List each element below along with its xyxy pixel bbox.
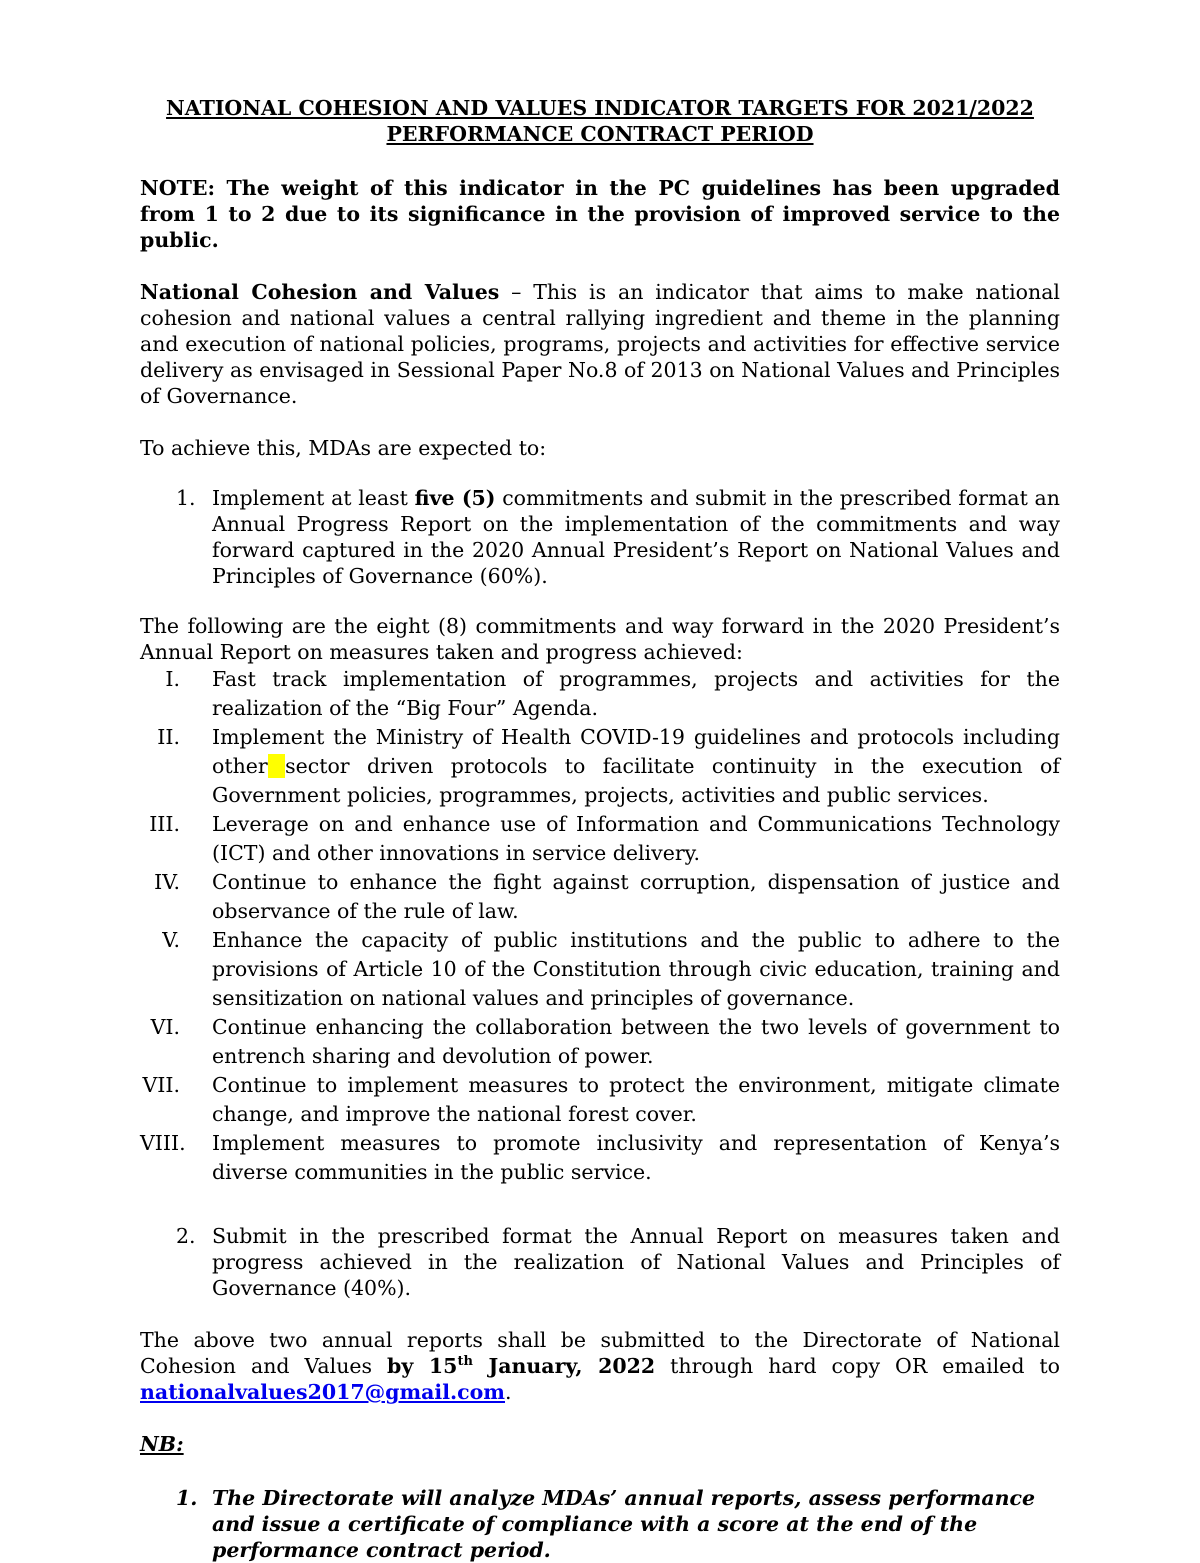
commitment-number: IV.: [154, 870, 180, 894]
requirement-item-2: [140, 1223, 1060, 1301]
commitment-text: Leverage on and enhance use of Information and Communications Technology (ICT) and other innovations in service delivery.: [212, 812, 1060, 865]
item-text: Submit in the prescribed format the Annual Report on measures taken and progress achieved in the realization of National Values and Principles of Governance (40%).: [212, 1224, 1060, 1300]
closing-text-mid: through hard copy OR emailed to: [655, 1354, 1061, 1378]
commitment-item: [140, 723, 1060, 810]
commitment-text: Continue to implement measures to protect the environment, mitigate climate change, and improve the national forest cover.: [212, 1073, 1060, 1126]
nb-item: [140, 1485, 1060, 1563]
commitment-number: II.: [157, 725, 180, 749]
item-number: 2.: [176, 1224, 196, 1248]
commitment-number: I.: [165, 667, 180, 691]
commitments-intro: The following are the eight (8) commitments and way forward in the 2020 President’s Annual Report on measures taken and progress achieved:: [140, 614, 1060, 664]
nb-label: NB:: [140, 1432, 184, 1456]
deadline-ordinal: th: [457, 1354, 473, 1370]
commitment-text: Fast track implementation of programmes, projects and activities for the realization of the “Big Four” Agenda.: [212, 667, 1060, 720]
text-highlight: [268, 754, 285, 778]
indicator-definition: [140, 279, 1060, 409]
commitment-item: [140, 1071, 1060, 1129]
definition-term: National Cohesion and Values: [140, 280, 500, 304]
item-text-post: commitments and submit in the prescribed format an Annual Progress Report on the implementation of the commitments and way forward captured in the 2020 Annual President’s Report on National Values and Principles of Governance (60%).: [212, 486, 1060, 588]
item-text-bold: five (5): [414, 486, 496, 510]
title-line-2: PERFORMANCE CONTRACT PERIOD: [386, 122, 814, 146]
nb-item-text: The Directorate will analyze MDAs’ annual reports, assess performance and issue a certificate of compliance with a score at the end of the performance contract period.: [212, 1486, 1036, 1562]
deadline-pre: by 15: [387, 1354, 458, 1378]
deadline-post: January, 2022: [472, 1354, 656, 1378]
definition-text: – This is an indicator that aims to make national cohesion and national values a central rallying ingredient and theme in the planning and execution of national policies, programs, projects and activities for effective service delivery as envisaged in Sessional Paper No.8 of 2013 on National Values and Principles of Governance.: [140, 280, 1060, 408]
submission-instructions: [140, 1327, 1060, 1405]
commitment-number: V.: [162, 928, 180, 952]
item-text-pre: Implement at least: [212, 486, 415, 510]
commitment-item: [140, 926, 1060, 1013]
document-page: [140, 95, 1060, 1563]
commitment-item: [140, 665, 1060, 723]
commitment-text-post: sector driven protocols to facilitate continuity in the execution of Government policies, programmes, projects, activities and public services.: [212, 754, 1060, 807]
lead-sentence: To achieve this, MDAs are expected to:: [140, 436, 547, 460]
email-link[interactable]: nationalvalues2017@gmail.com: [140, 1380, 505, 1404]
document-title: [140, 95, 1060, 147]
commitment-text: Continue enhancing the collaboration between the two levels of government to entrench sharing and devolution of power.: [212, 1015, 1060, 1068]
commitment-item: [140, 810, 1060, 868]
requirement-item-1: [140, 485, 1060, 589]
title-line-1: NATIONAL COHESION AND VALUES INDICATOR TARGETS FOR 2021/2022: [166, 96, 1034, 120]
commitment-text: Enhance the capacity of public institutions and the public to adhere to the provisions of Article 10 of the Constitution through civic education, training and sensitization on national values and principles of governance.: [212, 928, 1060, 1010]
commitment-number: VI.: [150, 1015, 180, 1039]
nb-item-number: 1.: [176, 1486, 198, 1510]
commitment-item: [140, 1129, 1060, 1187]
commitment-number: III.: [149, 812, 180, 836]
commitment-text: Implement measures to promote inclusivity and representation of Kenya’s diverse communities in the public service.: [212, 1131, 1060, 1184]
commitment-item: [140, 1013, 1060, 1071]
item-number: 1.: [176, 486, 196, 510]
closing-end: .: [505, 1380, 512, 1404]
closing-text-pre: The above two annual reports shall be submitted to the Directorate of National Cohesion and Values: [140, 1328, 1060, 1378]
weight-note: NOTE: The weight of this indicator in the PC guidelines has been upgraded from 1 to 2 due to its significance in the provision of improved service to the public.: [140, 176, 1060, 252]
commitment-number: VII.: [142, 1073, 180, 1097]
commitment-text-pre: Implement the Ministry of Health COVID-19 guidelines and protocols including other: [212, 725, 1060, 778]
commitment-text: Continue to enhance the fight against corruption, dispensation of justice and observance of the rule of law.: [212, 870, 1060, 923]
commitment-item: [140, 868, 1060, 926]
commitment-number: VIII.: [140, 1131, 186, 1155]
commitments-list: [140, 665, 1060, 1187]
